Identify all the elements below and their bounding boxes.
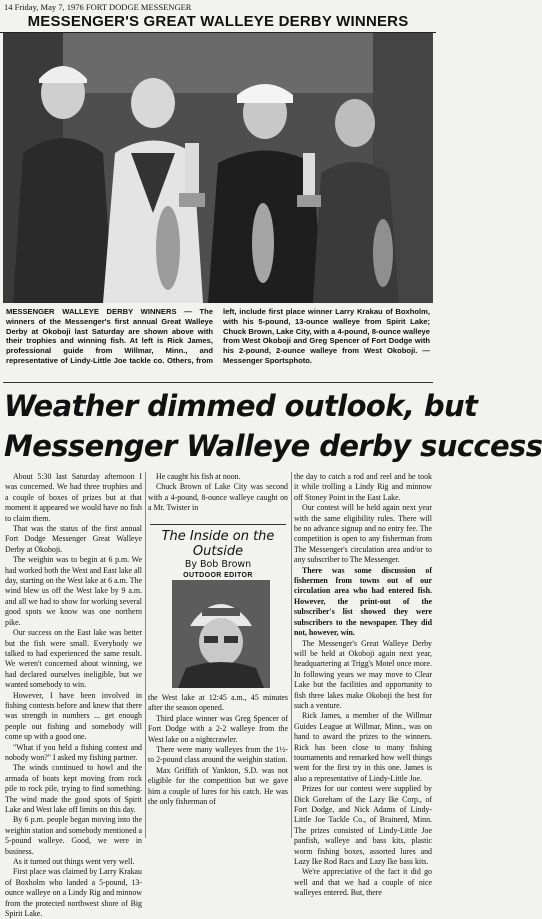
caption-kicker: MESSENGER WALLEYE DERBY WINNERS — (6, 307, 192, 316)
paragraph: The winds continued to howl and the armada of boats kept moving from rock pile to rock pile, trying to find something. The wind made the good spots of Spirit Lake and West lake off limits on this day. (5, 763, 142, 814)
paragraph: Rick James, a member of the Willmar Guides League at Willmar, Minn., was on hand to award the prizes to the winners. Rick has been close to many fishing tournaments and remarked how well things went for the first try in this one. James is also a representative of Lindy-Little Joe. (294, 711, 432, 783)
paragraph: Max Griffith of Yankton, S.D. was not eligible for the competition but we gave him a couple of lures for his catch. He was the only fisherman of (148, 765, 288, 807)
paragraph: About 5:30 last Saturday afternoon I was concerned. We had three trophies and a couple of boxes of prizes but at that moment it appeared we would have no fish to claim them. (5, 472, 142, 523)
column-logo (150, 524, 286, 579)
paragraph: The Messenger's Great Walleye Derby will be held at Okoboji again next year, headquartering at Trigg's Motel once more. In following years we may move to Clear Lake but the facilities and opportunity to fish three lakes make Okoboji the best for such a venture. (294, 638, 432, 710)
caption-text: The winners of the Messenger's first annual Great Walleye Derby at Okoboji last Saturday are shown above with their trophies and winning fish. At left is Rick James, professional guide from Willmar, Minn., and representative of Lindy-Little Joe tackle co. Others, from left, include first place winner Larry Krakau of Boxholm, with his 5-pound, 13-ounce walleye from Spirit Lake; Chuck Brown, Lake City, with a 4-pound, 8-ounce walleye from West Okoboji and Greg Spencer of Fort Dodge with his 2-pound, 2-ounce walleye from West Okoboji. — Messenger Sportsphoto. (6, 307, 430, 365)
paragraph: "What if you held a fishing contest and nobody won?" I asked my fishing partner. (5, 742, 142, 762)
paragraph: Our contest will be held again next year with the same eligibility rules. There will be no advance signup and no entry fee. The competition is open to any fisherman from The Messenger's circulation area and/or to any subscriber to The Messenger. (294, 503, 432, 565)
page-folio: 14 Friday, May 7, 1976 FORT DODGE MESSENGER (4, 2, 192, 12)
paragraph: Third place winner was Greg Spencer of Fort Dodge with a 2-2 walleye from the West lake on a nightcrawler. (148, 713, 288, 744)
column-divider (291, 472, 292, 838)
main-photo-image (3, 33, 433, 303)
paragraph: However, I have been involved in fishing contests before and knew that there was strength in numbers ... get enough people out fishing and somebody will come up with a good one. (5, 690, 142, 742)
paragraph: the day to catch a rod and reel and he took it while trolling a Lindy Rig and minnow off Stoney Point in the East Lake. (294, 472, 432, 502)
story-headline (4, 386, 542, 470)
main-photo (3, 33, 433, 303)
photo-caption (6, 307, 430, 379)
paragraph: Chuck Brown of Lake City was second with a 4-pound, 8-ounce walleye caught on a Mr. Twister in (148, 482, 288, 513)
paragraph: First place was claimed by Larry Krakau of Boxholm who landed a 5-pound, 13-ounce walleye on a Lindy Rig and minnow from the protected northwest shore of Big Spirit Lake. (5, 867, 142, 919)
paragraph: There were many walleyes from the 1½- to 2-pound class around the weighin station. (148, 745, 288, 765)
columnist-photo (172, 580, 270, 688)
paragraph: By 6 p.m. people began moving into the weighin station and somebody mentioned a 5-pound walleye. Good, we were in business. (5, 815, 142, 856)
paragraph: The weighin was to begin at 6 p.m. We had worked both the West and East lake all day, starting on the West lake at 6 a.m. The wind blew us off the West lake by 9 a.m. and all we had to show for working several good spots we know was one northern pike. (5, 555, 142, 627)
paragraph: Our success on the East lake was better but the fish were small. Everybody we talked to had experienced the same result. We weren't concerned about winning, we had declared ourselves ineligible, but we wanted somebody to win. (5, 628, 142, 690)
paragraph: He caught his fish at noon. (156, 472, 241, 481)
paragraph: We're appreciative of the fact it did go well and that we had a couple of nice walleyes entered. But, there (294, 867, 432, 898)
divider (3, 382, 433, 383)
column-byline: By Bob Brown (184, 559, 252, 570)
paragraph: the West lake at 12:45 a.m., 45 minutes after the season opened. (148, 693, 288, 713)
paragraph: As it turned out things went very well. (13, 857, 135, 867)
headline-line-2: Messenger Walleye derby success (4, 429, 542, 463)
headline-line-1: Weather dimmed outlook, but (4, 389, 478, 423)
column-series-title: The Inside on the Outside (150, 524, 286, 559)
paragraph: There was some discussion of fishermen from towns out of our circulation area who had entered fish. However, the print-out of the subscriber's list showed they were subscribers to the newspaper. They did not, however, win. (294, 565, 432, 638)
article-column-3 (294, 472, 432, 898)
column-author-role: OUTDOOR EDITOR (183, 572, 253, 579)
article-column-2-bottom (148, 693, 288, 838)
article-column-2-top (148, 472, 288, 524)
article-column-1 (5, 472, 142, 919)
paragraph: Prizes for our contest were supplied by Dick Goreham of the Lazy Ike Corp., of Fort Dodge, and Nick Adams of Lindy-Little Joe Tackle Co., of Brainerd, Minn. The prizes consisted of Lindy-Little Joe panfish, walleye and bass kits, plastic worm fishing boxes, assorted lures and Lazy Ike Rod Racs and Lazy Ike bass kits. (294, 784, 432, 867)
columnist-photo-image (172, 580, 270, 688)
paragraph: That was the status of the first annual Fort Dodge Messenger Great Walleye Derby at Okoboji. (5, 524, 142, 554)
column-divider (145, 472, 146, 838)
photo-headline: MESSENGER'S GREAT WALLEYE DERBY WINNERS (0, 12, 436, 33)
